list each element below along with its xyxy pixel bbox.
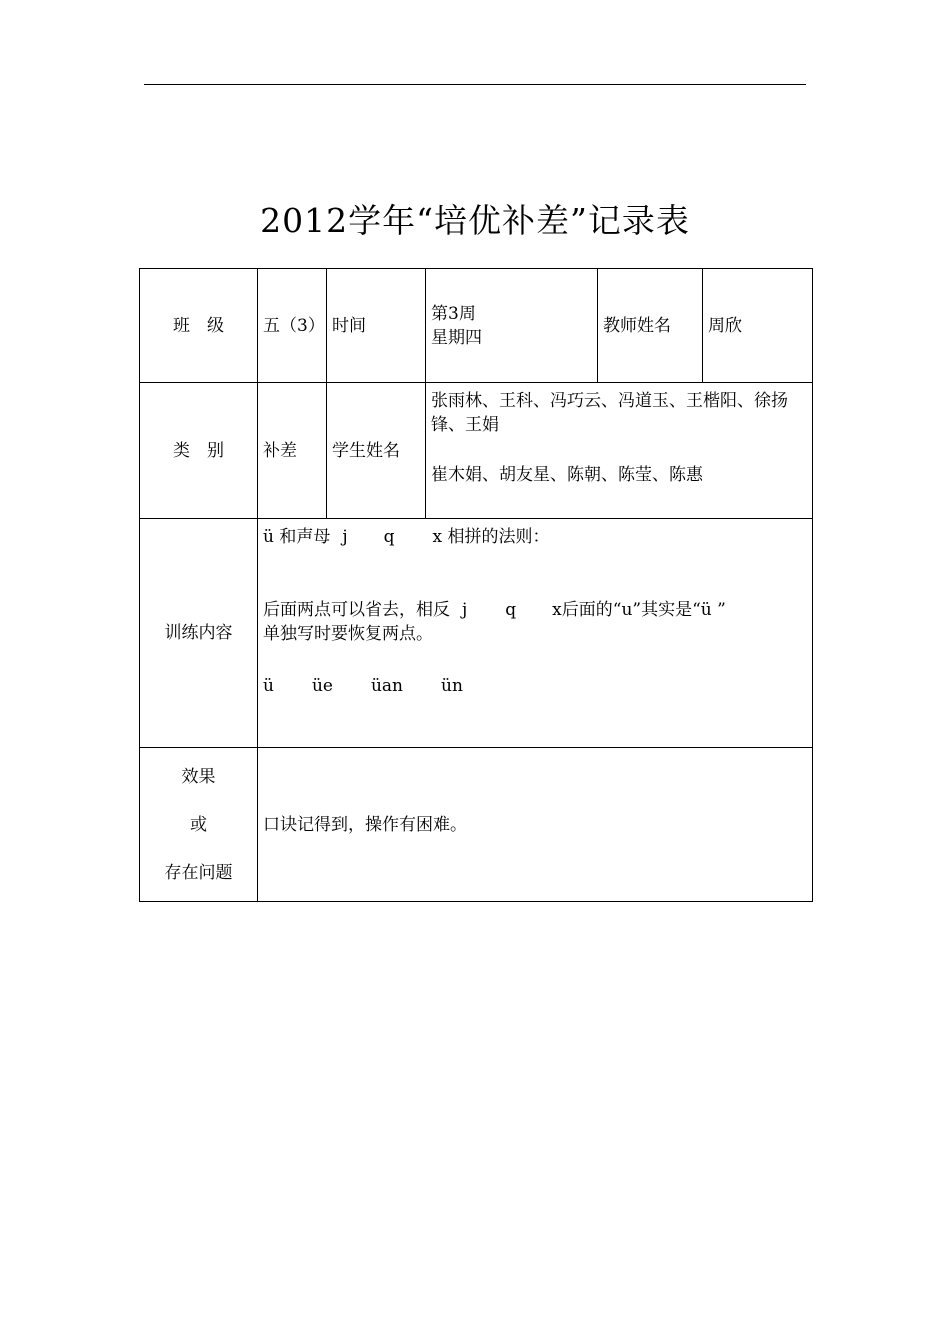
rule-intro-text-2: 相拼的法则： bbox=[447, 527, 550, 547]
effect-label-line-1: 效果 bbox=[181, 766, 216, 787]
rule-body-text-2: 后面的“u”其实是“ü ” bbox=[561, 600, 726, 620]
time-value-cell bbox=[426, 269, 598, 383]
class-label: 班 级 bbox=[173, 315, 224, 336]
rule-body-j: j bbox=[462, 600, 468, 620]
students-line-1: 张雨林、王科、冯巧云、冯道玉、王楷阳、徐扬锋、王娟 bbox=[431, 391, 788, 435]
effect-label-line-2: 或 bbox=[190, 814, 207, 835]
header-rule bbox=[144, 84, 806, 85]
final-u: ü bbox=[263, 676, 274, 696]
time-label-cell bbox=[327, 269, 426, 383]
effect-label-line-3: 存在问题 bbox=[164, 862, 233, 883]
teacher-value: 周欣 bbox=[708, 315, 742, 336]
training-content-cell bbox=[258, 519, 813, 748]
class-value: 五（3） bbox=[263, 315, 325, 336]
row-effect bbox=[140, 748, 813, 902]
training-label: 训练内容 bbox=[164, 623, 233, 643]
rule-body-line-1 bbox=[263, 598, 812, 622]
class-label-cell bbox=[140, 269, 258, 383]
class-value-cell bbox=[258, 269, 327, 383]
category-label: 类 别 bbox=[173, 440, 224, 461]
training-label-cell bbox=[140, 519, 258, 748]
category-value: 补差 bbox=[263, 440, 297, 461]
teacher-value-cell bbox=[703, 269, 813, 383]
final-uan: üan bbox=[370, 676, 404, 696]
final-un: ün bbox=[441, 676, 463, 696]
rule-body-q: q bbox=[505, 600, 517, 620]
effect-label-cell bbox=[140, 748, 258, 902]
row-class-info bbox=[140, 269, 813, 383]
rule-intro-text-1: 和声母 bbox=[279, 527, 331, 547]
time-week: 第3周 bbox=[431, 303, 476, 324]
initial-x: x bbox=[432, 527, 443, 547]
row-training bbox=[140, 519, 813, 748]
students-label: 学生姓名 bbox=[332, 440, 400, 461]
students-value-cell bbox=[426, 383, 813, 519]
rule-body-line-2: 单独写时要恢复两点。 bbox=[263, 624, 433, 644]
record-table bbox=[139, 268, 813, 902]
teacher-label: 教师姓名 bbox=[603, 315, 671, 336]
finals-line bbox=[263, 674, 812, 698]
rule-intro bbox=[263, 525, 812, 549]
effect-value: 口诀记得到，操作有困难。 bbox=[263, 814, 467, 835]
teacher-label-cell bbox=[598, 269, 703, 383]
u-umlaut: ü bbox=[263, 527, 274, 547]
rule-body-x: x bbox=[552, 600, 562, 620]
time-label: 时间 bbox=[332, 315, 366, 336]
final-ue: üe bbox=[311, 676, 333, 696]
row-category bbox=[140, 383, 813, 519]
rule-body-text-1: 后面两点可以省去，相反 bbox=[263, 600, 450, 620]
effect-value-cell bbox=[258, 748, 813, 902]
page-title: 2012学年“培优补差”记录表 bbox=[260, 201, 690, 240]
students-line-2: 崔木娟、胡友星、陈朝、陈莹、陈惠 bbox=[431, 465, 703, 485]
category-value-cell bbox=[258, 383, 327, 519]
category-label-cell bbox=[140, 383, 258, 519]
time-day: 星期四 bbox=[431, 327, 482, 348]
initial-q: q bbox=[383, 527, 395, 547]
initial-j: j bbox=[342, 527, 348, 547]
students-label-cell bbox=[327, 383, 426, 519]
